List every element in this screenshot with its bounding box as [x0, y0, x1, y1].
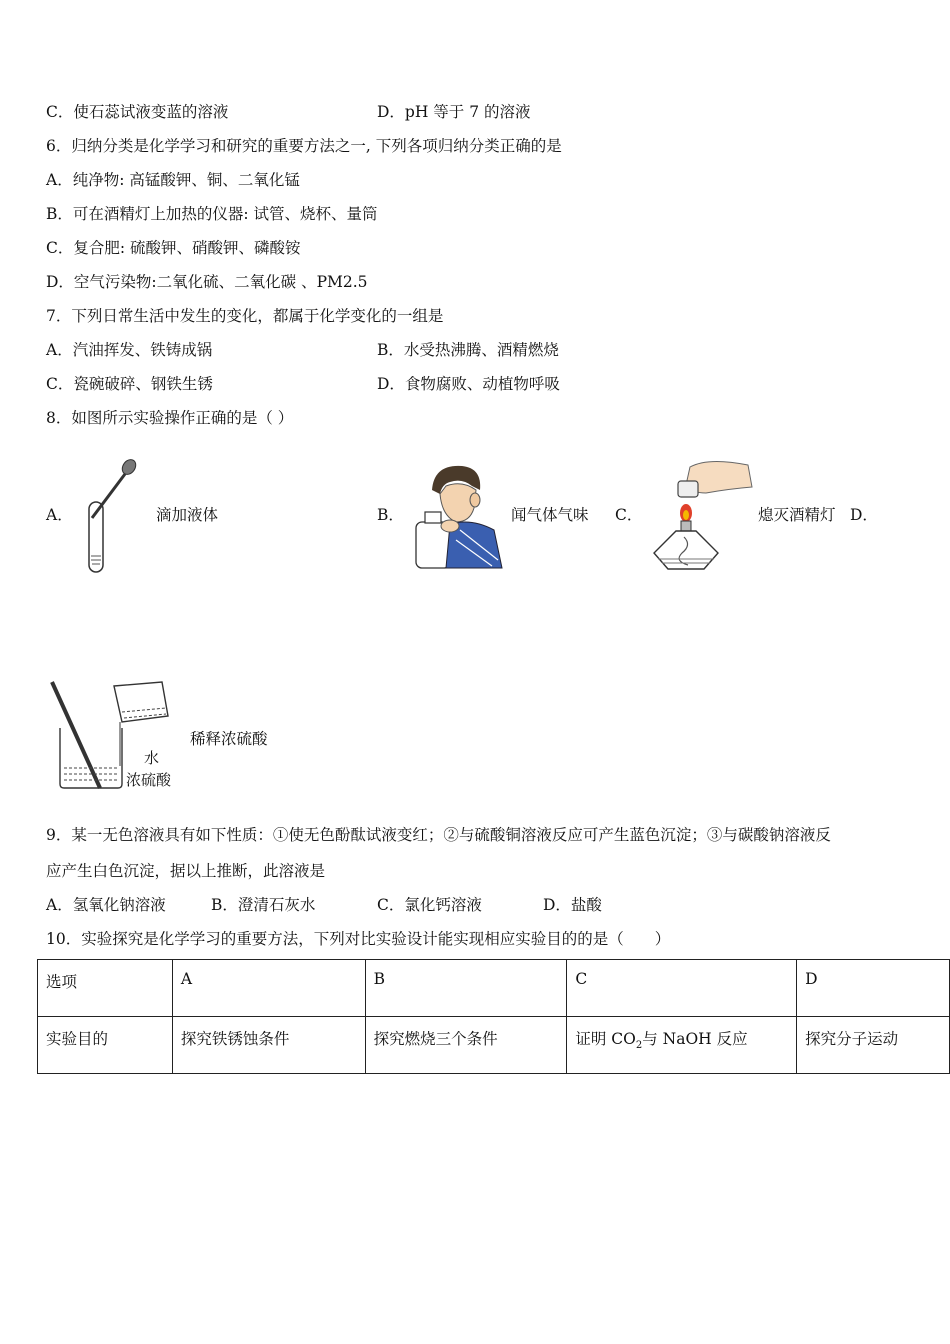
q10-table: [37, 959, 950, 1074]
table-cell: [567, 1017, 797, 1074]
table-cell: 探究铁锈蚀条件: [172, 1017, 365, 1074]
q8-stem: 8．如图所示实验操作正确的是（ ）: [46, 409, 294, 427]
table-cell: 探究燃烧三个条件: [365, 1017, 567, 1074]
table-cell: A: [172, 960, 365, 1017]
q6-option-b: B．可在酒精灯上加热的仪器: 试管、烧杯、量筒: [46, 205, 378, 223]
dropper-figure: [80, 456, 142, 580]
q10-stem: 10．实验探究是化学学习的重要方法，下列对比实验设计能实现相应实验目的的是（ ）: [46, 930, 671, 948]
q9-stem-line1: 9．某一无色溶液具有如下性质：①使无色酚酞试液变红；②与硫酸铜溶液反应可产生蓝色沉淀；③与碳酸钠溶液反: [46, 826, 831, 844]
q9-option-d: D．盐酸: [543, 896, 602, 914]
q8-option-d-letter: D．: [850, 506, 878, 524]
q7-option-d: D．食物腐败、动植物呼吸: [377, 375, 560, 393]
table-cell: 探究分子运动: [797, 1017, 950, 1074]
table-row: [38, 960, 950, 1017]
table-cell: C: [567, 960, 797, 1017]
naoh-text: 与 NaOH 反应: [642, 1030, 748, 1048]
q7-option-c: C．瓷碗破碎、钢铁生锈: [46, 375, 213, 393]
q7-option-a: A．汽油挥发、铁铸成锅: [46, 341, 213, 359]
q5-option-d: D．pH 等于 7 的溶液: [377, 103, 531, 121]
q9-option-a: A．氢氧化钠溶液: [46, 896, 166, 914]
d-label-water: 水: [144, 749, 160, 767]
table-cell: B: [365, 960, 567, 1017]
q5-option-c: C．使石蕊试液变蓝的溶液: [46, 103, 229, 121]
q8-option-b-caption: 闻气体气味: [511, 506, 589, 524]
table-row: [38, 1017, 950, 1074]
q9-stem-line2: 应产生白色沉淀，据以上推断，此溶液是: [46, 862, 326, 880]
q6-option-d: D．空气污染物:二氧化硫、二氧化碳 、PM2.5: [46, 273, 368, 291]
smelling-gas-figure: [412, 460, 508, 572]
co2-subscript: 2: [635, 1040, 643, 1052]
q8-option-c-caption: 熄灭酒精灯: [758, 506, 836, 524]
co2-text: 证明 CO: [575, 1030, 636, 1048]
q9-option-c: C．氯化钙溶液: [377, 896, 482, 914]
q8-option-b-letter: B．: [377, 506, 404, 524]
q8-option-d-caption: 稀释浓硫酸: [190, 730, 268, 748]
q7-stem: 7．下列日常生活中发生的变化，都属于化学变化的一组是: [46, 307, 444, 325]
q8-option-a-caption: 滴加液体: [156, 506, 219, 524]
alcohol-lamp-figure: [648, 457, 754, 575]
q6-stem: 6．归纳分类是化学学习和研究的重要方法之一, 下列各项归纳分类正确的是: [46, 137, 562, 155]
q9-option-b: B．澄清石灰水: [211, 896, 316, 914]
q7-option-b: B．水受热沸腾、酒精燃烧: [377, 341, 559, 359]
table-cell: 实验目的: [38, 1017, 173, 1074]
table-cell: 选项: [38, 960, 173, 1017]
q6-option-a: A．纯净物: 高锰酸钾、铜、二氧化锰: [46, 171, 300, 189]
q8-option-a-letter: A．: [46, 506, 73, 524]
q8-option-c-letter: C．: [615, 506, 643, 524]
table-cell: D: [797, 960, 950, 1017]
d-label-acid: 浓硫酸: [126, 771, 172, 789]
q6-option-c: C．复合肥: 硫酸钾、硝酸钾、磷酸铵: [46, 239, 301, 257]
